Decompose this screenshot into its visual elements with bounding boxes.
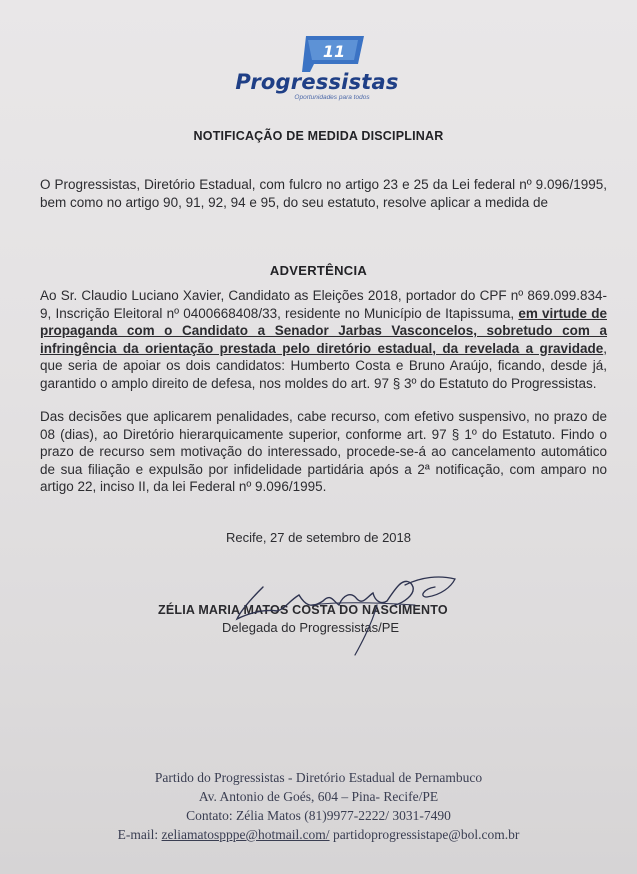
measure-heading: ADVERTÊNCIA <box>269 263 368 278</box>
footer-address: Av. Antonio de Goés, 604 – Pina- Recife/PE <box>198 789 439 804</box>
place-date: Recife, 27 de setembro de 2018 <box>225 530 411 545</box>
party-logo <box>212 32 422 104</box>
party-name: Progressistas <box>235 70 399 94</box>
notification-paragraph <box>40 287 607 392</box>
appeal-paragraph: Das decisões que aplicarem penalidades, cabe recurso, com efetivo suspensivo, no prazo de 08 (dias), ao Diretório hierarquicamente superior, conforme art. 97 § 1º do Estatuto. Findo o prazo de recurso sem motivação do interessado, procede-se-á ao cancelamento automático de sua filiação e expulsão por infidelidade partidária após a 2ª notificação, com amparo no artigo 22, inciso II, da lei Federal nº 9.096/1995. <box>40 409 607 494</box>
letterhead-footer <box>0 768 637 844</box>
document-title: NOTIFICAÇÃO DE MEDIDA DISCIPLINAR <box>193 129 444 143</box>
intro-paragraph: O Progressistas, Diretório Estadual, com fulcro no artigo 23 e 25 da Lei federal nº 9.096/1995, bem como no artigo 90, 91, 92, 94 e 95, do seu estatuto, resolve aplicar a medida de <box>40 177 607 210</box>
body-emphasis: em virtude de propaganda com o Candidato a Senador Jarbas Vasconcelos, sobretudo com a infringência da orientação prestada pelo diretório estadual, da revelada a gravidade <box>40 305 607 356</box>
signer-name: ZÉLIA MARIA MATOS COSTA DO NASCIMENTO <box>158 603 448 617</box>
party-tagline: Oportunidades para todos <box>294 94 370 101</box>
footer-email-line <box>0 825 637 844</box>
party-number: 11 <box>322 42 346 61</box>
body-text-end: , que seria de apoiar os dois candidatos: Humberto Costa e Bruno Araújo, ficando, desde já, garantido o amplo direito de defesa, nos moldes do art. 97 § 3º do Estatuto do Progressistas. <box>40 340 607 391</box>
party-logo-mark-icon <box>298 34 368 74</box>
footer-contact: Contato: Zélia Matos (81)9977-2222/ 3031-7490 <box>186 808 451 823</box>
footer-organization: Partido do Progressistas - Diretório Estadual de Pernambuco <box>154 770 483 785</box>
body-text-start: Ao Sr. Claudio Luciano Xavier, Candidato as Eleições 2018, portador do CPF nº 869.099.834-9, Inscrição Eleitoral nº 0400668408/33, residente no Município de Itapissuma, <box>40 288 607 321</box>
email-secondary: partidoprogressistape@bol.com.br <box>329 827 520 842</box>
handwritten-signature <box>215 565 475 660</box>
footer-email-label: E-mail: <box>117 827 162 842</box>
signer-role: Delegada do Progressistas/PE <box>222 620 400 635</box>
email-link-primary[interactable]: zeliamatospppe@hotmail.com/ <box>161 827 330 842</box>
